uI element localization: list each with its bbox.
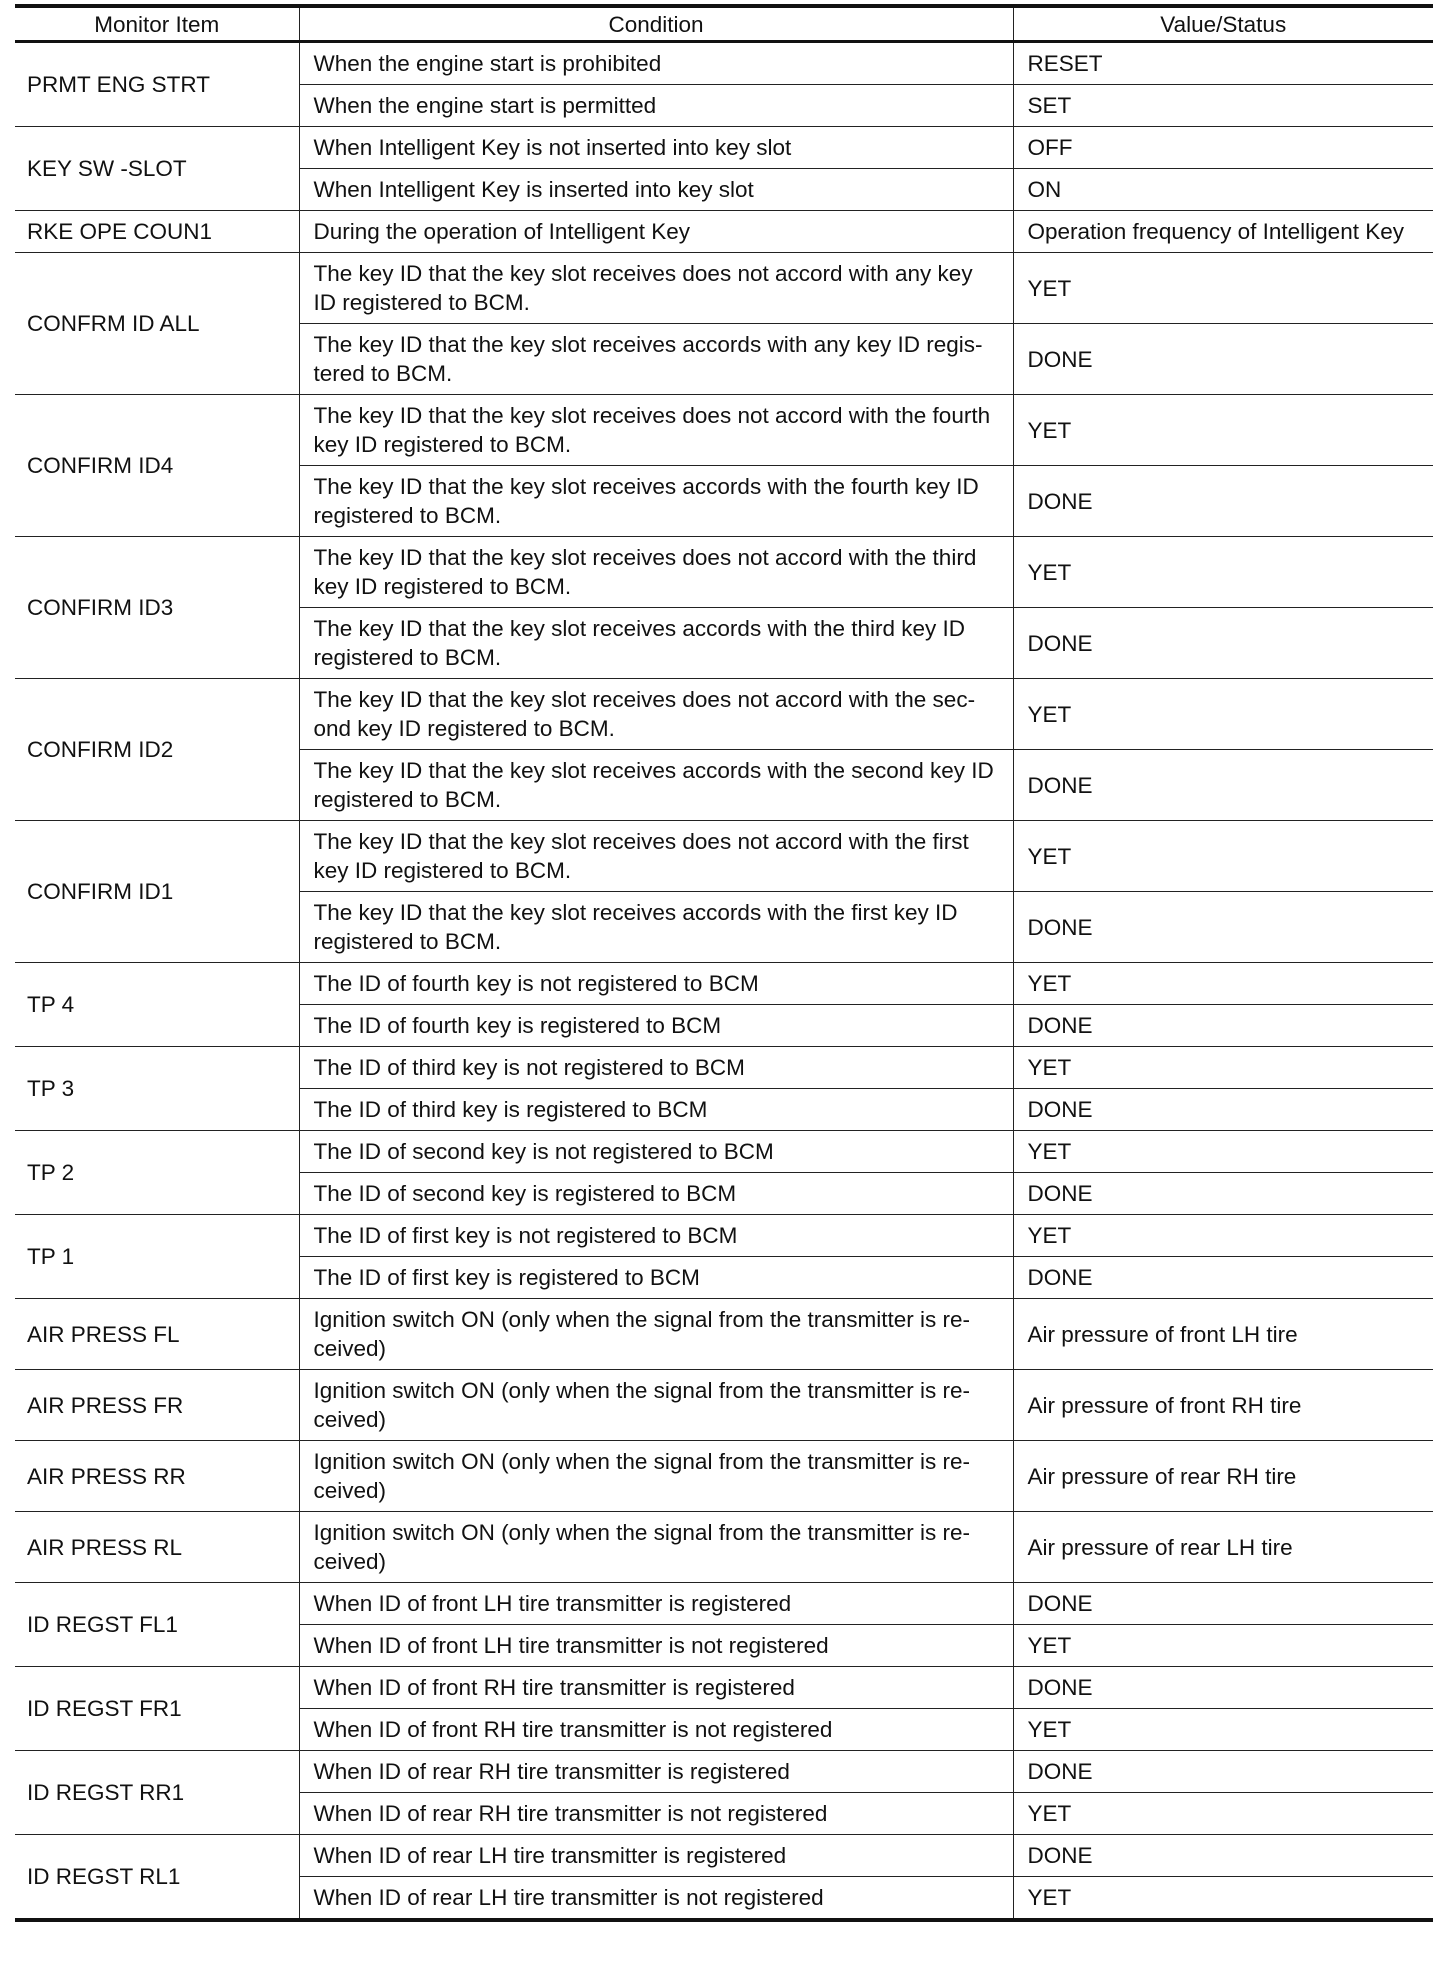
condition-cell: The ID of third key is registered to BCM (299, 1089, 1013, 1131)
value-status-cell: Air pressure of rear LH tire (1013, 1512, 1433, 1583)
condition-cell: The ID of third key is not registered to BCM (299, 1047, 1013, 1089)
value-status-cell: RESET (1013, 42, 1433, 85)
monitor-item-cell: ID REGST RR1 (15, 1751, 299, 1835)
monitor-item-cell: TP 1 (15, 1215, 299, 1299)
table-body (15, 42, 1433, 1921)
condition-cell: During the operation of Intelligent Key (299, 211, 1013, 253)
monitor-item-cell: CONFIRM ID2 (15, 679, 299, 821)
table-row (15, 253, 1433, 324)
value-status-cell: YET (1013, 1215, 1433, 1257)
monitor-item-cell: PRMT ENG STRT (15, 42, 299, 127)
value-status-cell: DONE (1013, 892, 1433, 963)
condition-cell: The ID of first key is registered to BCM (299, 1257, 1013, 1299)
value-status-cell: Air pressure of rear RH tire (1013, 1441, 1433, 1512)
value-status-cell: YET (1013, 1625, 1433, 1667)
value-status-cell: YET (1013, 537, 1433, 608)
condition-cell: The ID of fourth key is not registered to BCM (299, 963, 1013, 1005)
table-row (15, 963, 1433, 1005)
table-row (15, 1047, 1433, 1089)
monitor-item-cell: KEY SW -SLOT (15, 127, 299, 211)
condition-cell: The key ID that the key slot receives does not accord with the first key ID registered to BCM. (299, 821, 1013, 892)
condition-cell: When ID of front LH tire transmitter is registered (299, 1583, 1013, 1625)
monitor-item-cell: RKE OPE COUN1 (15, 211, 299, 253)
monitor-item-cell: CONFIRM ID1 (15, 821, 299, 963)
value-status-cell: Operation frequency of Intelligent Key (1013, 211, 1433, 253)
value-status-cell: DONE (1013, 750, 1433, 821)
table-row (15, 537, 1433, 608)
value-status-cell: YET (1013, 1877, 1433, 1921)
value-status-cell: YET (1013, 963, 1433, 1005)
value-status-cell: DONE (1013, 1005, 1433, 1047)
table-row (15, 679, 1433, 750)
value-status-cell: DONE (1013, 1751, 1433, 1793)
condition-cell: When Intelligent Key is not inserted into key slot (299, 127, 1013, 169)
table-row (15, 1370, 1433, 1441)
condition-cell: Ignition switch ON (only when the signal from the transmitter is re-ceived) (299, 1370, 1013, 1441)
value-status-cell: DONE (1013, 1835, 1433, 1877)
table-row (15, 1441, 1433, 1512)
table-header (15, 6, 1433, 42)
condition-cell: The key ID that the key slot receives accords with the first key ID registered to BCM. (299, 892, 1013, 963)
header-monitor-item: Monitor Item (15, 6, 299, 42)
value-status-cell: DONE (1013, 1257, 1433, 1299)
table-row (15, 1299, 1433, 1370)
value-status-cell: DONE (1013, 1667, 1433, 1709)
condition-cell: The key ID that the key slot receives accords with any key ID regis-tered to BCM. (299, 324, 1013, 395)
table-row (15, 42, 1433, 85)
condition-cell: The key ID that the key slot receives accords with the fourth key ID registered to BCM. (299, 466, 1013, 537)
value-status-cell: YET (1013, 1047, 1433, 1089)
monitor-item-cell: AIR PRESS FL (15, 1299, 299, 1370)
condition-cell: Ignition switch ON (only when the signal from the transmitter is re-ceived) (299, 1512, 1013, 1583)
value-status-cell: OFF (1013, 127, 1433, 169)
table-row (15, 1835, 1433, 1877)
condition-cell: The ID of second key is not registered to BCM (299, 1131, 1013, 1173)
condition-cell: When the engine start is permitted (299, 85, 1013, 127)
condition-cell: Ignition switch ON (only when the signal from the transmitter is re-ceived) (299, 1299, 1013, 1370)
monitor-item-cell: CONFIRM ID4 (15, 395, 299, 537)
condition-cell: When Intelligent Key is inserted into key slot (299, 169, 1013, 211)
monitor-item-cell: AIR PRESS RR (15, 1441, 299, 1512)
monitor-item-cell: TP 3 (15, 1047, 299, 1131)
table-row (15, 821, 1433, 892)
condition-cell: When ID of front RH tire transmitter is not registered (299, 1709, 1013, 1751)
condition-cell: Ignition switch ON (only when the signal from the transmitter is re-ceived) (299, 1441, 1013, 1512)
monitor-item-cell: AIR PRESS RL (15, 1512, 299, 1583)
table-row (15, 1131, 1433, 1173)
value-status-cell: YET (1013, 1709, 1433, 1751)
value-status-cell: DONE (1013, 1089, 1433, 1131)
condition-cell: When ID of rear LH tire transmitter is not registered (299, 1877, 1013, 1921)
condition-cell: When ID of front RH tire transmitter is registered (299, 1667, 1013, 1709)
condition-cell: The key ID that the key slot receives accords with the third key ID registered to BCM. (299, 608, 1013, 679)
value-status-cell: DONE (1013, 324, 1433, 395)
condition-cell: The key ID that the key slot receives does not accord with any key ID registered to BCM. (299, 253, 1013, 324)
value-status-cell: YET (1013, 679, 1433, 750)
condition-cell: The ID of first key is not registered to BCM (299, 1215, 1013, 1257)
value-status-cell: Air pressure of front LH tire (1013, 1299, 1433, 1370)
value-status-cell: DONE (1013, 1173, 1433, 1215)
value-status-cell: DONE (1013, 1583, 1433, 1625)
table-row (15, 1512, 1433, 1583)
condition-cell: When the engine start is prohibited (299, 42, 1013, 85)
table-row (15, 395, 1433, 466)
condition-cell: The ID of second key is registered to BCM (299, 1173, 1013, 1215)
value-status-cell: YET (1013, 821, 1433, 892)
monitor-item-cell: AIR PRESS FR (15, 1370, 299, 1441)
condition-cell: The ID of fourth key is registered to BCM (299, 1005, 1013, 1047)
table-row (15, 127, 1433, 169)
value-status-cell: DONE (1013, 608, 1433, 679)
table-row (15, 211, 1433, 253)
monitor-item-cell: CONFRM ID ALL (15, 253, 299, 395)
header-condition: Condition (299, 6, 1013, 42)
monitor-item-cell: ID REGST FL1 (15, 1583, 299, 1667)
condition-cell: When ID of rear RH tire transmitter is not registered (299, 1793, 1013, 1835)
table-row (15, 1751, 1433, 1793)
value-status-cell: YET (1013, 253, 1433, 324)
monitor-item-cell: ID REGST FR1 (15, 1667, 299, 1751)
monitor-item-cell: TP 4 (15, 963, 299, 1047)
monitor-item-cell: CONFIRM ID3 (15, 537, 299, 679)
table-row (15, 1667, 1433, 1709)
condition-cell: When ID of rear LH tire transmitter is registered (299, 1835, 1013, 1877)
value-status-cell: SET (1013, 85, 1433, 127)
value-status-cell: YET (1013, 395, 1433, 466)
header-value-status: Value/Status (1013, 6, 1433, 42)
value-status-cell: Air pressure of front RH tire (1013, 1370, 1433, 1441)
value-status-cell: ON (1013, 169, 1433, 211)
monitor-item-cell: ID REGST RL1 (15, 1835, 299, 1921)
value-status-cell: DONE (1013, 466, 1433, 537)
condition-cell: The key ID that the key slot receives does not accord with the sec-ond key ID registered to BCM. (299, 679, 1013, 750)
condition-cell: When ID of front LH tire transmitter is not registered (299, 1625, 1013, 1667)
value-status-cell: YET (1013, 1793, 1433, 1835)
condition-cell: The key ID that the key slot receives accords with the second key ID registered to BCM. (299, 750, 1013, 821)
condition-cell: The key ID that the key slot receives does not accord with the third key ID registered to BCM. (299, 537, 1013, 608)
monitor-item-cell: TP 2 (15, 1131, 299, 1215)
monitor-item-table (15, 4, 1433, 1922)
value-status-cell: YET (1013, 1131, 1433, 1173)
header-row (15, 6, 1433, 42)
table-row (15, 1215, 1433, 1257)
table-row (15, 1583, 1433, 1625)
condition-cell: When ID of rear RH tire transmitter is registered (299, 1751, 1013, 1793)
condition-cell: The key ID that the key slot receives does not accord with the fourth key ID registered to BCM. (299, 395, 1013, 466)
